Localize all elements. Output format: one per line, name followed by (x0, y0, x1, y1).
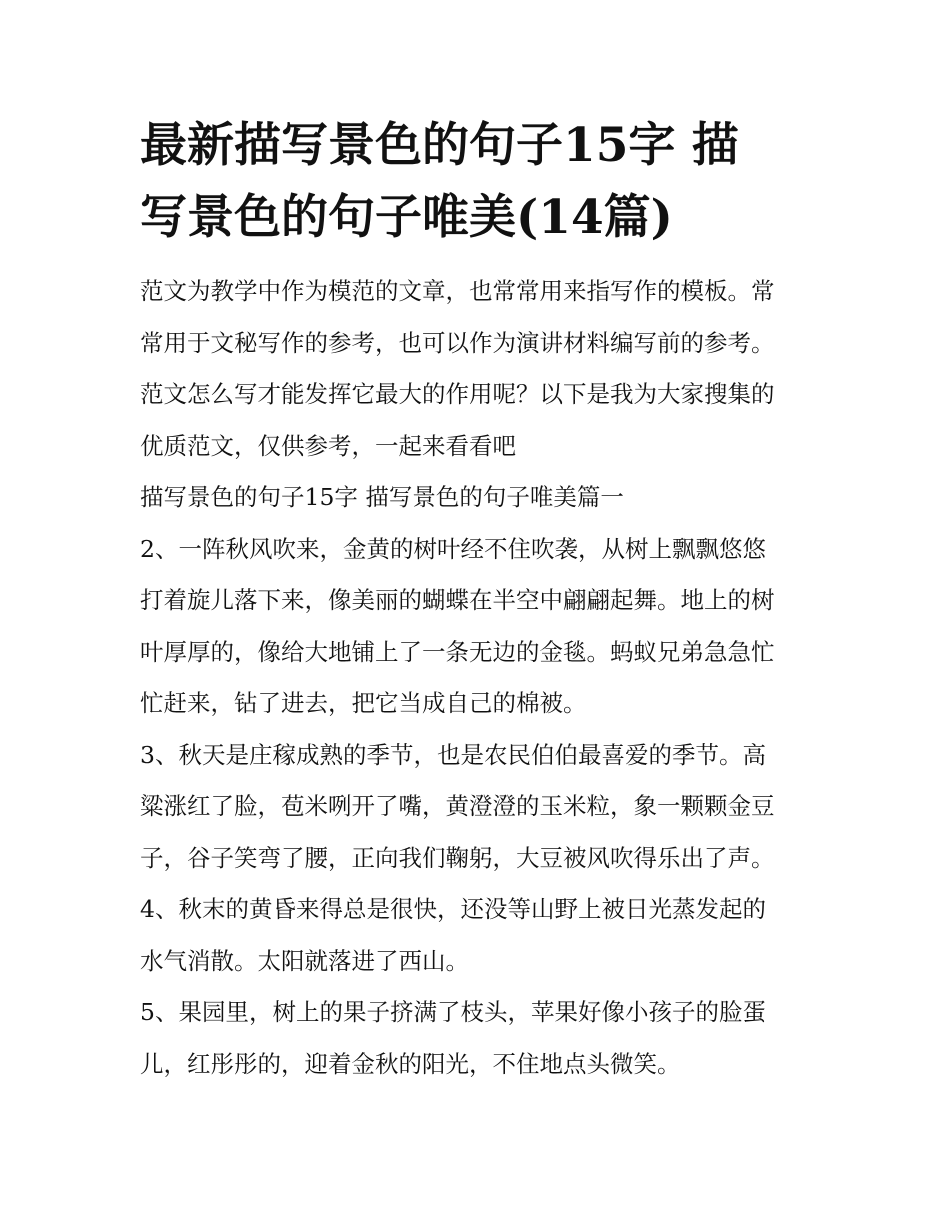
item-paragraph (140, 987, 820, 1090)
text-line: 4、秋末的黄昏来得总是很快，还没等山野上被日光蒸发起的 (140, 895, 766, 923)
section-heading (140, 472, 820, 524)
text-line: 2、一阵秋风吹来，金黄的树叶经不住吹袭，从树上飘飘悠悠 (140, 534, 766, 563)
document-page (140, 110, 820, 1090)
item-paragraph (140, 730, 820, 885)
item-paragraph (140, 524, 820, 730)
text-line: 忙赶来，钻了进去，把它当成自己的棉被。 (140, 689, 587, 717)
text-line: 打着旋儿落下来，像美丽的蝴蝶在半空中翩翩起舞。地上的树 (140, 586, 775, 614)
text-line: 叶厚厚的，像给大地铺上了一条无边的金毯。蚂蚁兄弟急急忙 (140, 637, 775, 666)
title-line: 最新描写景色的句子15字 描 (140, 118, 739, 173)
text-line: 描写景色的句子15字 描写景色的句子唯美篇一 (140, 483, 624, 511)
item-paragraph (140, 884, 820, 987)
text-line: 范文怎么写才能发挥它最大的作用呢？以下是我为大家搜集的 (140, 380, 775, 408)
text-line: 粱涨红了脸，苞米咧开了嘴，黄澄澄的玉米粒，象一颗颗金豆 (140, 792, 775, 820)
text-line: 常用于文秘写作的参考，也可以作为演讲材料编写前的参考。 (140, 328, 775, 357)
text-line: 子，谷子笑弯了腰，正向我们鞠躬，大豆被风吹得乐出了声。 (140, 843, 775, 872)
text-line: 5、果园里，树上的果子挤满了枝头，苹果好像小孩子的脸蛋 (140, 998, 766, 1026)
page-title (140, 110, 820, 254)
text-line: 范文为教学中作为模范的文章，也常常用来指写作的模板。常 (140, 277, 775, 305)
text-line: 儿，红彤彤的，迎着金秋的阳光，不住地点头微笑。 (140, 1049, 681, 1078)
intro-paragraph (140, 266, 820, 472)
text-line: 优质范文，仅供参考，一起来看看吧 (140, 431, 516, 460)
text-line: 水气消散。太阳就落进了西山。 (140, 946, 469, 975)
text-line: 3、秋天是庄稼成熟的季节，也是农民伯伯最喜爱的季节。高 (140, 740, 766, 769)
title-line: 写景色的句子唯美(14篇) (140, 190, 673, 245)
